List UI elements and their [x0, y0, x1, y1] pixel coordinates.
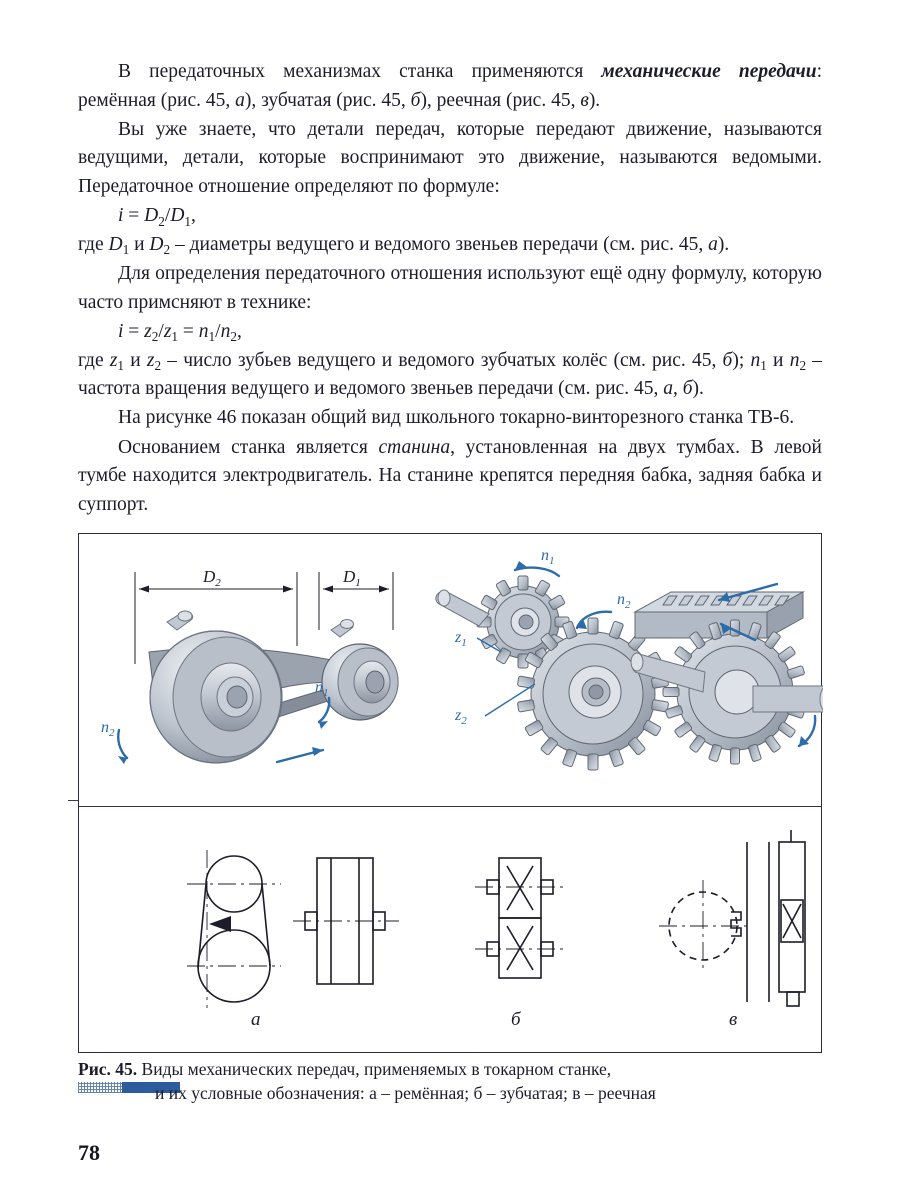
p3-text-b: – диаметры ведущего и ведомого звеньев передачи (см. рис. 45, [170, 233, 709, 255]
sub-label-a: а [251, 1009, 261, 1030]
p5-ref-a: а [663, 378, 673, 400]
symbol-rack [659, 830, 805, 1006]
body-text [78, 58, 822, 520]
caption-number: Рис. 45. [78, 1059, 138, 1079]
formula-2: $i = z_2/z_1 = n_1/n_2$, [118, 320, 242, 345]
p3-conj: и [129, 233, 150, 255]
paragraph-7 [78, 434, 822, 520]
svg-text:D1: $D_1$ [343, 567, 361, 589]
p7-text-a: Основанием станка является [118, 436, 379, 458]
p5-text-e: ). [692, 378, 704, 400]
p1-text-b: : ремённая (рис. 45, [78, 61, 822, 111]
svg-text:z1: $z_1$ [455, 629, 467, 649]
paragraph-6: На рисунке 46 показан общий вид школьного токарно-винторезного станка ТВ-6. [118, 407, 795, 429]
p3-ref-a: а [708, 233, 718, 255]
p5-ref-b: б [722, 349, 733, 371]
svg-text:n2: $n_2$ [617, 591, 631, 611]
p5-var-n2: n [789, 349, 800, 371]
p1-emphasis: механические передачи [601, 61, 817, 82]
p5-conj-2: и [766, 349, 790, 371]
p5-var-n1-sub: 1 [760, 357, 767, 373]
p3-var-d1-sub: 1 [122, 242, 130, 258]
paragraph-3 [78, 231, 822, 260]
belt-drive-drawing [101, 567, 398, 764]
symbol-belt [187, 850, 399, 1008]
paragraph-4: Для определения передаточного отношения используют ещё одну формулу, которую часто примсняют в технике: [78, 263, 822, 313]
p5-text-b: – число зубьев ведущего и ведомого зубчатых колёс (см. рис. 45, [161, 349, 723, 371]
p5-var-n2-sub: 2 [799, 357, 807, 373]
sub-label-b: б [511, 1009, 521, 1030]
svg-text:n1: $n_1$ [315, 679, 329, 699]
p5-conj-1: и [124, 349, 147, 371]
p1-ref-v: в [580, 89, 589, 111]
p3-var-d2: D [149, 233, 164, 255]
p1-ref-b: б [410, 89, 421, 111]
p5-var-z1: z [109, 349, 118, 371]
p1-text-d: ), реечная (рис. 45, [420, 89, 581, 111]
rack-pinion-drawing [631, 584, 823, 764]
formula-1: $i = D_2/D_1$, [118, 205, 196, 229]
p3-text-c: ). [717, 233, 730, 255]
svg-text:n1: $n_1$ [541, 547, 555, 567]
p1-text-a: В передаточных механизмах станка применяются [118, 61, 602, 82]
sub-figure-labels [79, 1009, 821, 1033]
p5-comma: , [672, 378, 683, 400]
p5-var-z2-sub: 2 [154, 357, 162, 373]
p1-text-c: ), зубчатая (рис. 45, [244, 89, 411, 111]
p5-var-z2: z [146, 349, 155, 371]
paragraph-2: Вы уже знаете, что детали передач, которые передают движение, называются ведущими, детали, которые воспринимают это движение, называются ведомыми. Передаточное отношение определяют по формуле: [78, 118, 822, 198]
p1-text-e: ). [588, 89, 601, 111]
p7-emphasis: станина [378, 436, 451, 458]
paragraph-1 [78, 58, 822, 115]
svg-text:z2: $z_2$ [455, 707, 467, 727]
p5-text-c: ); [732, 349, 751, 371]
caption-line-2: и их условные обозначения: а – ремённая; б – зубчатая; в – реечная [155, 1083, 656, 1104]
figure-content [79, 534, 821, 1052]
page-number: 78 [78, 1140, 100, 1165]
p3-var-d1: D [108, 233, 123, 255]
symbol-gear [475, 858, 565, 978]
caption-line-1: Виды механических передач, применяемых в токарном станке, [137, 1059, 612, 1079]
p5-text-d: – частота вращения ведущего и ведомого звеньев передачи (см. рис. 45, [78, 349, 823, 400]
paragraph-5 [78, 347, 822, 404]
drive-illustrations [79, 534, 823, 806]
schematic-symbols [79, 816, 823, 1016]
p5-var-z1-sub: 1 [117, 357, 125, 373]
svg-text:n2: $n_2$ [101, 719, 115, 739]
figure-divider [79, 806, 821, 807]
p5-var-n1: n [750, 349, 761, 371]
p7-text-b: , установленная на двух тумбах. В левой тумбе находится электродвигатель. На станине крепятся передняя бабка, задняя бабка и суппорт. [78, 436, 822, 515]
p5-ref-b2: б [682, 378, 693, 400]
p1-ref-a: а [235, 89, 245, 111]
p3-var-d2-sub: 2 [163, 242, 171, 258]
p5-text-a: где [78, 349, 110, 371]
p3-text-a: где [78, 233, 109, 255]
svg-text:D2: $D_2$ [203, 567, 221, 589]
sub-label-v: в [729, 1009, 738, 1030]
figure-caption [78, 1058, 838, 1106]
figure-45 [78, 533, 822, 1053]
